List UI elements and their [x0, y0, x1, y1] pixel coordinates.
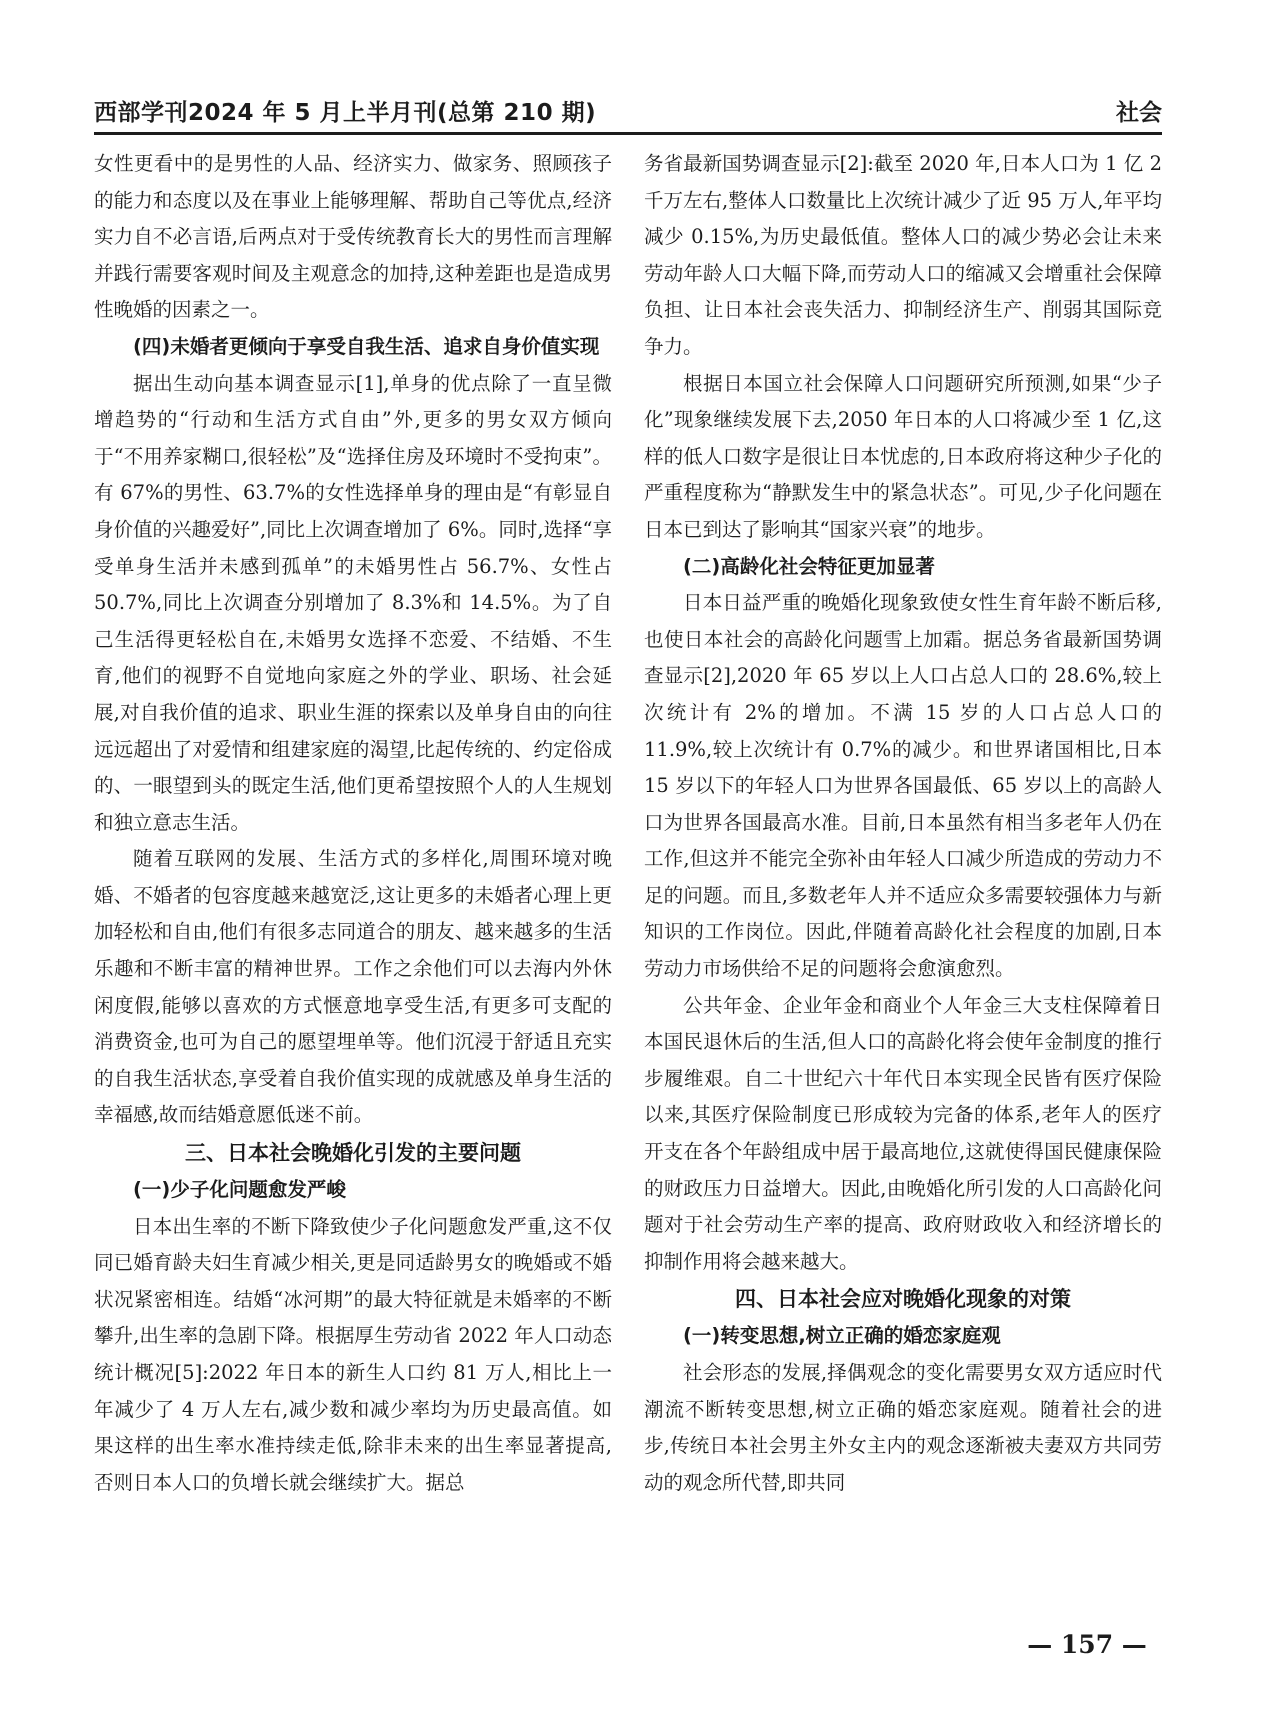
left-column — [94, 146, 612, 1501]
page-number: — 157 — — [1027, 1630, 1147, 1659]
section-heading: 三、日本社会晚婚化引发的主要问题 — [185, 1141, 521, 1166]
paragraph: 公共年金、企业年金和商业个人年金三大支柱保障着日本国民退休后的生活,但人口的高龄化将会使年金制度的推行步履维艰。自二十世纪六十年代日本实现全民皆有医疗保险以来,其医疗保险制度已形成较为完备的体系,老年人的医疗开支在各个年龄组成中居于最高地位,这就使得国民健康保险的财政压力日益增大。因此,由晚婚化所引发的人口高龄化问题对于社会劳动生产率的提高、政府财政收入和经济增长的抑制作用将会越来越大。 — [644, 993, 1162, 1273]
running-header — [94, 88, 1162, 135]
right-column — [644, 146, 1162, 1501]
subsection-heading: (四)未婚者更倾向于享受自我生活、追求自身价值实现 — [133, 334, 600, 358]
section-heading: 四、日本社会应对晚婚化现象的对策 — [735, 1287, 1071, 1312]
subsection-heading: (一)转变思想,树立正确的婚恋家庭观 — [683, 1324, 1001, 1348]
paragraph: 社会形态的发展,择偶观念的变化需要男女双方适应时代潮流不断转变思想,树立正确的婚恋家庭观。随着社会的进步,传统日本社会男主外女主内的观念逐渐被夫妻双方共同劳动的观念所代替,即共同 — [644, 1361, 1162, 1494]
section-label: 社会 — [1116, 100, 1162, 126]
paragraph: 根据日本国立社会保障人口问题研究所预测,如果“少子化”现象继续发展下去,2050 年日本的人口将减少至 1 亿,这样的低人口数字是很让日本忧虑的,日本政府将这种少子化的严重程度称为“静默发生中的紧急状态”。可见,少子化问题在日本已到达了影响其“国家兴衰”的地步。 — [644, 371, 1162, 541]
journal-title: 西部学刊2024 年 5 月上半月刊(总第 210 期) — [94, 100, 597, 126]
paragraph: 日本日益严重的晚婚化现象致使女性生育年龄不断后移,也使日本社会的高龄化问题雪上加霜。据总务省最新国势调查显示[2],2020 年 65 岁以上人口占总人口的 28.6%,较上次统计有 2%的增加。不满 15 岁的人口占总人口的 11.9%,较上次统计有 0.7%的减少。和世界诸国相比,日本 15 岁以下的年轻人口为世界各国最低、65 岁以上的高龄人口为世界各国最高水准。目前,日本虽然有相当多老年人仍在工作,但这并不能完全弥补由年轻人口减少所造成的劳动力不足的问题。而且,多数老年人并不适应众多需要较强体力与新知识的工作岗位。因此,伴随着高龄化社会程度的加剧,日本劳动力市场供给不足的问题将会愈演愈烈。 — [644, 591, 1162, 981]
paragraph: 务省最新国势调查显示[2]:截至 2020 年,日本人口为 1 亿 2 千万左右,整体人口数量比上次统计减少了近 95 万人,年平均减少 0.15%,为历史最低值。整体人口的减少势必会让未来劳动年龄人口大幅下降,而劳动人口的缩减又会增重社会保障负担、让日本社会丧失活力、抑制经济生产、削弱其国际竞争力。 — [644, 152, 1162, 358]
paragraph: 日本出生率的不断下降致使少子化问题愈发严重,这不仅同已婚育龄夫妇生育减少相关,更是同适龄男女的晚婚或不婚状况紧密相连。结婚“冰河期”的最大特征就是未婚率的不断攀升,出生率的急剧下降。根据厚生劳动省 2022 年人口动态统计概况[5]:2022 年日本的新生人口约 81 万人,相比上一年减少了 4 万人左右,减少数和减少率均为历史最高值。如果这样的出生率水准持续走低,除非未来的出生率显著提高,否则日本人口的负增长就会继续扩大。据总 — [94, 1214, 612, 1494]
paragraph: 据出生动向基本调查显示[1],单身的优点除了一直呈微增趋势的“行动和生活方式自由”外,更多的男女双方倾向于“不用养家糊口,很轻松”及“选择住房及环境时不受拘束”。有 67%的男性、63.7%的女性选择单身的理由是“有彰显自身价值的兴趣爱好”,同比上次调查增加了 6%。同时,选择“享受单身生活并未感到孤单”的未婚男性占 56.7%、女性占 50.7%,同比上次调查分别增加了 8.3%和 14.5%。为了自己生活得更轻松自在,未婚男女选择不恋爱、不结婚、不生育,他们的视野不自觉地向家庭之外的学业、职场、社会延展,对自我价值的追求、职业生涯的探索以及单身自由的向往远远超出了对爱情和组建家庭的渴望,比起传统的、约定俗成的、一眼望到头的既定生活,他们更希望按照个人的人生规划和独立意志生活。 — [94, 371, 612, 834]
subsection-heading: (一)少子化问题愈发严峻 — [133, 1178, 346, 1202]
paragraph: 女性更看中的是男性的人品、经济实力、做家务、照顾孩子的能力和态度以及在事业上能够理解、帮助自己等优点,经济实力自不必言语,后两点对于受传统教育长大的男性而言理解并践行需要客观时间及主观意念的加持,这种差距也是造成男性晚婚的因素之一。 — [94, 152, 612, 322]
subsection-heading: (二)高龄化社会特征更加显著 — [683, 554, 935, 578]
paragraph: 随着互联网的发展、生活方式的多样化,周围环境对晚婚、不婚者的包容度越来越宽泛,这让更多的未婚者心理上更加轻松和自由,他们有很多志同道合的朋友、越来越多的生活乐趣和不断丰富的精神世界。工作之余他们可以去海内外休闲度假,能够以喜欢的方式惬意地享受生活,有更多可支配的消费资金,也可为自己的愿望埋单等。他们沉浸于舒适且充实的自我生活状态,享受着自我价值实现的成就感及单身生活的幸福感,故而结婚意愿低迷不前。 — [94, 847, 612, 1127]
